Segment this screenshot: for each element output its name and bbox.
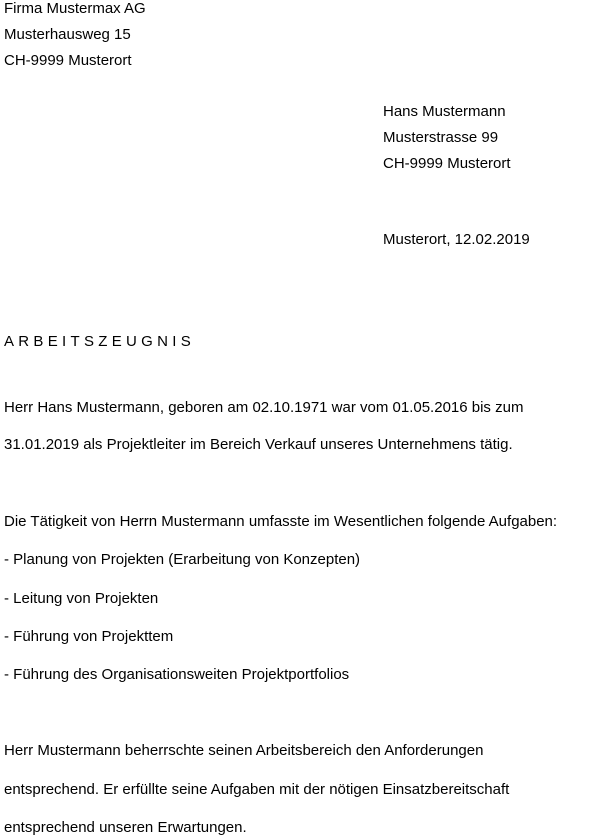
task-list-item: - Planung von Projekten (Erarbeitung von Konzepten) [4, 551, 361, 568]
assessment-line-2: entsprechend. Er erfüllte seine Aufgaben mit der nötigen Einsatzbereitschaft [4, 781, 510, 798]
sender-city: CH-9999 Musterort [4, 52, 132, 69]
task-list-item: - Führung von Projekttem [4, 628, 174, 645]
recipient-city: CH-9999 Musterort [383, 155, 511, 172]
assessment-line-1: Herr Mustermann beherrschte seinen Arbeitsbereich den Anforderungen [4, 742, 484, 759]
sender-company: Firma Mustermax AG [4, 0, 146, 17]
document-title: ARBEITSZEUGNIS [4, 333, 196, 350]
date-line: Musterort, 12.02.2019 [383, 231, 530, 248]
task-list-item: - Leitung von Projekten [4, 590, 159, 607]
recipient-street: Musterstrasse 99 [383, 129, 499, 146]
task-list-item: - Führung des Organisationsweiten Projektportfolios [4, 666, 350, 683]
intro-line-2: 31.01.2019 als Projektleiter im Bereich Verkauf unseres Unternehmens tätig. [4, 436, 513, 453]
intro-line-1: Herr Hans Mustermann, geboren am 02.10.1971 war vom 01.05.2016 bis zum [4, 399, 524, 416]
sender-street: Musterhausweg 15 [4, 26, 131, 43]
tasks-heading: Die Tätigkeit von Herrn Mustermann umfasste im Wesentlichen folgende Aufgaben: [4, 513, 558, 530]
recipient-name: Hans Mustermann [383, 103, 506, 120]
assessment-line-3: entsprechend unseren Erwartungen. [4, 819, 247, 836]
